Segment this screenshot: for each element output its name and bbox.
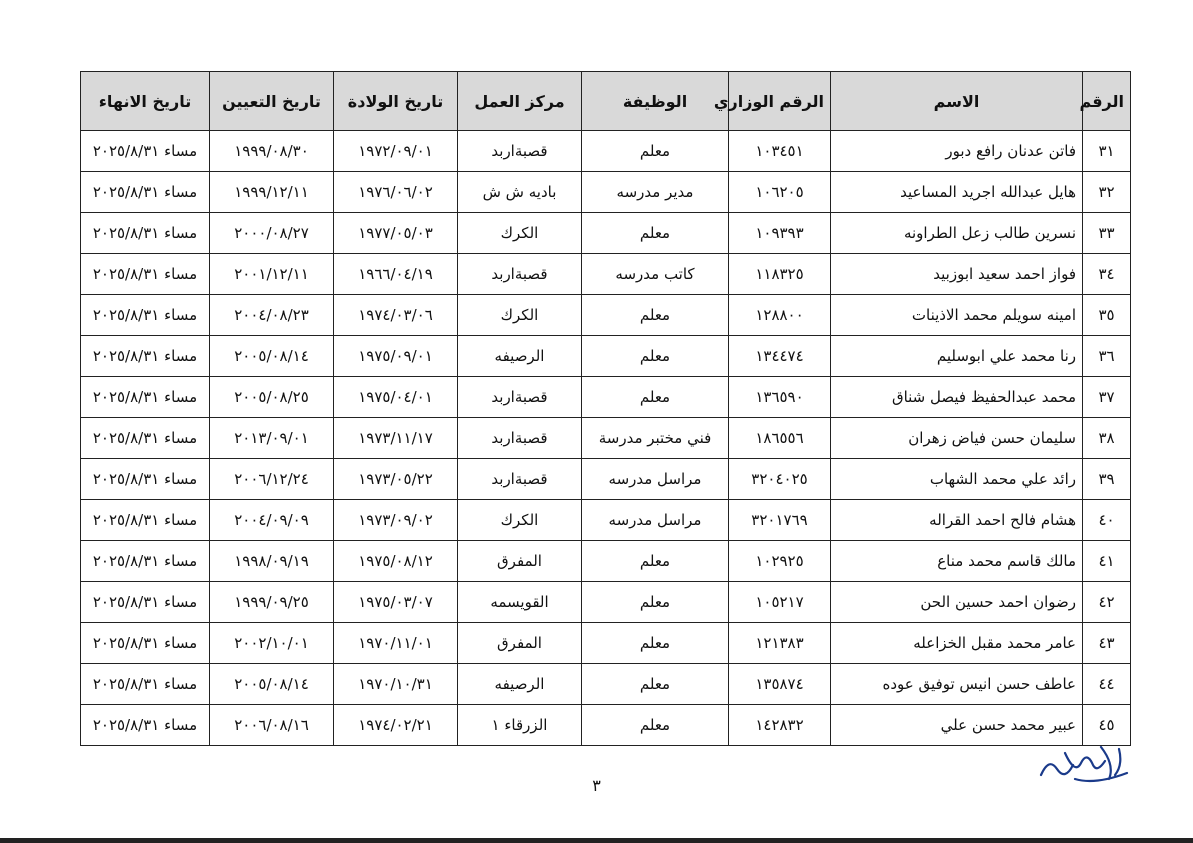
row-name: امينه سويلم محمد الاذينات xyxy=(831,295,1083,336)
row-job: معلم xyxy=(582,131,729,172)
row-work-center: الكرك xyxy=(458,213,582,254)
row-job: مراسل مدرسه xyxy=(582,459,729,500)
row-ministry-id: ١٣٤٤٧٤ xyxy=(729,336,831,377)
table-row xyxy=(81,295,1131,336)
row-name: عبير محمد حسن علي xyxy=(831,705,1083,746)
row-num: ٣٤ xyxy=(1083,254,1131,295)
row-end-date: مساء ٢٠٢٥/٨/٣١ xyxy=(81,500,210,541)
row-ministry-id: ١٨٦٥٥٦ xyxy=(729,418,831,459)
row-end-date: مساء ٢٠٢٥/٨/٣١ xyxy=(81,295,210,336)
row-birth-date: ١٩٧٥/٠٤/٠١ xyxy=(334,377,458,418)
row-job: مدير مدرسه xyxy=(582,172,729,213)
header-appointment-date: تاريخ التعيين xyxy=(210,72,334,131)
row-end-date: مساء ٢٠٢٥/٨/٣١ xyxy=(81,459,210,500)
row-job: معلم xyxy=(582,705,729,746)
row-ministry-id: ١٤٢٨٣٢ xyxy=(729,705,831,746)
row-work-center: المفرق xyxy=(458,623,582,664)
bottom-edge-line xyxy=(0,838,1193,843)
row-ministry-id: ٣٢٠١٧٦٩ xyxy=(729,500,831,541)
row-num: ٣٩ xyxy=(1083,459,1131,500)
row-job: معلم xyxy=(582,213,729,254)
table-row xyxy=(81,172,1131,213)
table-row xyxy=(81,500,1131,541)
row-num: ٣٢ xyxy=(1083,172,1131,213)
row-work-center: قصبةاربد xyxy=(458,377,582,418)
header-work-center: مركز العمل xyxy=(458,72,582,131)
header-birth-date: تاريخ الولادة xyxy=(334,72,458,131)
table-row xyxy=(81,459,1131,500)
row-birth-date: ١٩٧٣/٠٥/٢٢ xyxy=(334,459,458,500)
row-birth-date: ١٩٧٥/٠٣/٠٧ xyxy=(334,582,458,623)
row-work-center: الرصيفه xyxy=(458,336,582,377)
row-name: هشام فالح احمد القراله xyxy=(831,500,1083,541)
row-num: ٣٥ xyxy=(1083,295,1131,336)
table-header-row xyxy=(81,72,1131,131)
row-appointment-date: ٢٠٠٢/١٠/٠١ xyxy=(210,623,334,664)
row-num: ٣١ xyxy=(1083,131,1131,172)
row-end-date: مساء ٢٠٢٥/٨/٣١ xyxy=(81,664,210,705)
row-ministry-id: ١٠٩٣٩٣ xyxy=(729,213,831,254)
row-appointment-date: ٢٠٠٤/٠٩/٠٩ xyxy=(210,500,334,541)
row-ministry-id: ١٠٣٤٥١ xyxy=(729,131,831,172)
row-num: ٤١ xyxy=(1083,541,1131,582)
table-row xyxy=(81,418,1131,459)
header-num: الرقم xyxy=(1083,72,1131,131)
row-appointment-date: ٢٠٠١/١٢/١١ xyxy=(210,254,334,295)
table-row xyxy=(81,336,1131,377)
row-appointment-date: ٢٠٠٦/٠٨/١٦ xyxy=(210,705,334,746)
table-row xyxy=(81,254,1131,295)
row-work-center: القويسمه xyxy=(458,582,582,623)
row-num: ٣٨ xyxy=(1083,418,1131,459)
row-work-center: الرصيفه xyxy=(458,664,582,705)
row-ministry-id: ١٠٥٢١٧ xyxy=(729,582,831,623)
row-work-center: قصبةاربد xyxy=(458,254,582,295)
row-birth-date: ١٩٧٠/١١/٠١ xyxy=(334,623,458,664)
row-birth-date: ١٩٧٣/١١/١٧ xyxy=(334,418,458,459)
table-row xyxy=(81,705,1131,746)
row-num: ٣٧ xyxy=(1083,377,1131,418)
row-job: معلم xyxy=(582,582,729,623)
row-birth-date: ١٩٧٠/١٠/٣١ xyxy=(334,664,458,705)
row-name: رضوان احمد حسين الحن xyxy=(831,582,1083,623)
row-appointment-date: ٢٠٠٥/٠٨/٢٥ xyxy=(210,377,334,418)
row-job: معلم xyxy=(582,664,729,705)
row-appointment-date: ٢٠٠٥/٠٨/١٤ xyxy=(210,336,334,377)
row-ministry-id: ١٢١٣٨٣ xyxy=(729,623,831,664)
table-row xyxy=(81,131,1131,172)
table-row xyxy=(81,664,1131,705)
table-row xyxy=(81,623,1131,664)
row-work-center: المفرق xyxy=(458,541,582,582)
row-birth-date: ١٩٧٤/٠٣/٠٦ xyxy=(334,295,458,336)
header-end-date: تاريخ الانهاء xyxy=(81,72,210,131)
row-ministry-id: ١٠٢٩٢٥ xyxy=(729,541,831,582)
row-end-date: مساء ٢٠٢٥/٨/٣١ xyxy=(81,254,210,295)
row-appointment-date: ٢٠٠٤/٠٨/٢٣ xyxy=(210,295,334,336)
row-birth-date: ١٩٧٦/٠٦/٠٢ xyxy=(334,172,458,213)
row-end-date: مساء ٢٠٢٥/٨/٣١ xyxy=(81,582,210,623)
header-ministry-id: الرقم الوزاري xyxy=(729,72,831,131)
row-end-date: مساء ٢٠٢٥/٨/٣١ xyxy=(81,172,210,213)
row-name: نسرين طالب زعل الطراونه xyxy=(831,213,1083,254)
row-end-date: مساء ٢٠٢٥/٨/٣١ xyxy=(81,705,210,746)
row-name: فواز احمد سعيد ابوزبيد xyxy=(831,254,1083,295)
row-birth-date: ١٩٧٤/٠٢/٢١ xyxy=(334,705,458,746)
row-appointment-date: ٢٠٠٥/٠٨/١٤ xyxy=(210,664,334,705)
row-end-date: مساء ٢٠٢٥/٨/٣١ xyxy=(81,336,210,377)
retirement-table xyxy=(80,71,1131,746)
row-job: معلم xyxy=(582,541,729,582)
row-job: مراسل مدرسه xyxy=(582,500,729,541)
row-name: مالك قاسم محمد مناع xyxy=(831,541,1083,582)
table-row xyxy=(81,541,1131,582)
row-appointment-date: ٢٠٠٠/٠٨/٢٧ xyxy=(210,213,334,254)
row-name: رائد علي محمد الشهاب xyxy=(831,459,1083,500)
row-birth-date: ١٩٦٦/٠٤/١٩ xyxy=(334,254,458,295)
row-job: معلم xyxy=(582,623,729,664)
table-row xyxy=(81,213,1131,254)
row-num: ٤٢ xyxy=(1083,582,1131,623)
row-end-date: مساء ٢٠٢٥/٨/٣١ xyxy=(81,541,210,582)
row-appointment-date: ٢٠١٣/٠٩/٠١ xyxy=(210,418,334,459)
row-work-center: الزرقاء ١ xyxy=(458,705,582,746)
table-row xyxy=(81,377,1131,418)
header-job: الوظيفة xyxy=(582,72,729,131)
row-job: معلم xyxy=(582,336,729,377)
row-job: كاتب مدرسه xyxy=(582,254,729,295)
row-appointment-date: ١٩٩٨/٠٩/١٩ xyxy=(210,541,334,582)
row-appointment-date: ٢٠٠٦/١٢/٢٤ xyxy=(210,459,334,500)
row-num: ٣٣ xyxy=(1083,213,1131,254)
page-number: ٣ xyxy=(592,776,601,795)
row-num: ٤٥ xyxy=(1083,705,1131,746)
row-end-date: مساء ٢٠٢٥/٨/٣١ xyxy=(81,623,210,664)
row-num: ٤٣ xyxy=(1083,623,1131,664)
row-ministry-id: ٣٢٠٤٠٢٥ xyxy=(729,459,831,500)
row-name: هايل عبدالله اجريد المساعيد xyxy=(831,172,1083,213)
row-ministry-id: ١٢٨٨٠٠ xyxy=(729,295,831,336)
row-num: ٤٤ xyxy=(1083,664,1131,705)
row-appointment-date: ١٩٩٩/٠٨/٣٠ xyxy=(210,131,334,172)
row-work-center: الكرك xyxy=(458,295,582,336)
row-birth-date: ١٩٧٧/٠٥/٠٣ xyxy=(334,213,458,254)
row-ministry-id: ١٠٦٢٠٥ xyxy=(729,172,831,213)
row-birth-date: ١٩٧٥/٠٨/١٢ xyxy=(334,541,458,582)
row-birth-date: ١٩٧٣/٠٩/٠٢ xyxy=(334,500,458,541)
row-end-date: مساء ٢٠٢٥/٨/٣١ xyxy=(81,131,210,172)
row-name: فاتن عدنان رافع دبور xyxy=(831,131,1083,172)
row-work-center: باديه ش ش xyxy=(458,172,582,213)
row-work-center: قصبةاربد xyxy=(458,459,582,500)
row-name: محمد عبدالحفيظ فيصل شناق xyxy=(831,377,1083,418)
header-name: الاسم xyxy=(831,72,1083,131)
row-end-date: مساء ٢٠٢٥/٨/٣١ xyxy=(81,377,210,418)
row-job: معلم xyxy=(582,295,729,336)
row-ministry-id: ١١٨٣٢٥ xyxy=(729,254,831,295)
row-ministry-id: ١٣٦٥٩٠ xyxy=(729,377,831,418)
row-work-center: قصبةاربد xyxy=(458,418,582,459)
row-num: ٣٦ xyxy=(1083,336,1131,377)
row-ministry-id: ١٣٥٨٧٤ xyxy=(729,664,831,705)
row-work-center: الكرك xyxy=(458,500,582,541)
row-job: فني مختبر مدرسة xyxy=(582,418,729,459)
row-work-center: قصبةاربد xyxy=(458,131,582,172)
row-num: ٤٠ xyxy=(1083,500,1131,541)
row-end-date: مساء ٢٠٢٥/٨/٣١ xyxy=(81,418,210,459)
row-appointment-date: ١٩٩٩/٠٩/٢٥ xyxy=(210,582,334,623)
row-appointment-date: ١٩٩٩/١٢/١١ xyxy=(210,172,334,213)
row-job: معلم xyxy=(582,377,729,418)
row-birth-date: ١٩٧٢/٠٩/٠١ xyxy=(334,131,458,172)
table-row xyxy=(81,582,1131,623)
row-end-date: مساء ٢٠٢٥/٨/٣١ xyxy=(81,213,210,254)
row-birth-date: ١٩٧٥/٠٩/٠١ xyxy=(334,336,458,377)
row-name: عاطف حسن انيس توفيق عوده xyxy=(831,664,1083,705)
row-name: سليمان حسن فياض زهران xyxy=(831,418,1083,459)
row-name: عامر محمد مقبل الخزاعله xyxy=(831,623,1083,664)
row-name: رنا محمد علي ابوسليم xyxy=(831,336,1083,377)
